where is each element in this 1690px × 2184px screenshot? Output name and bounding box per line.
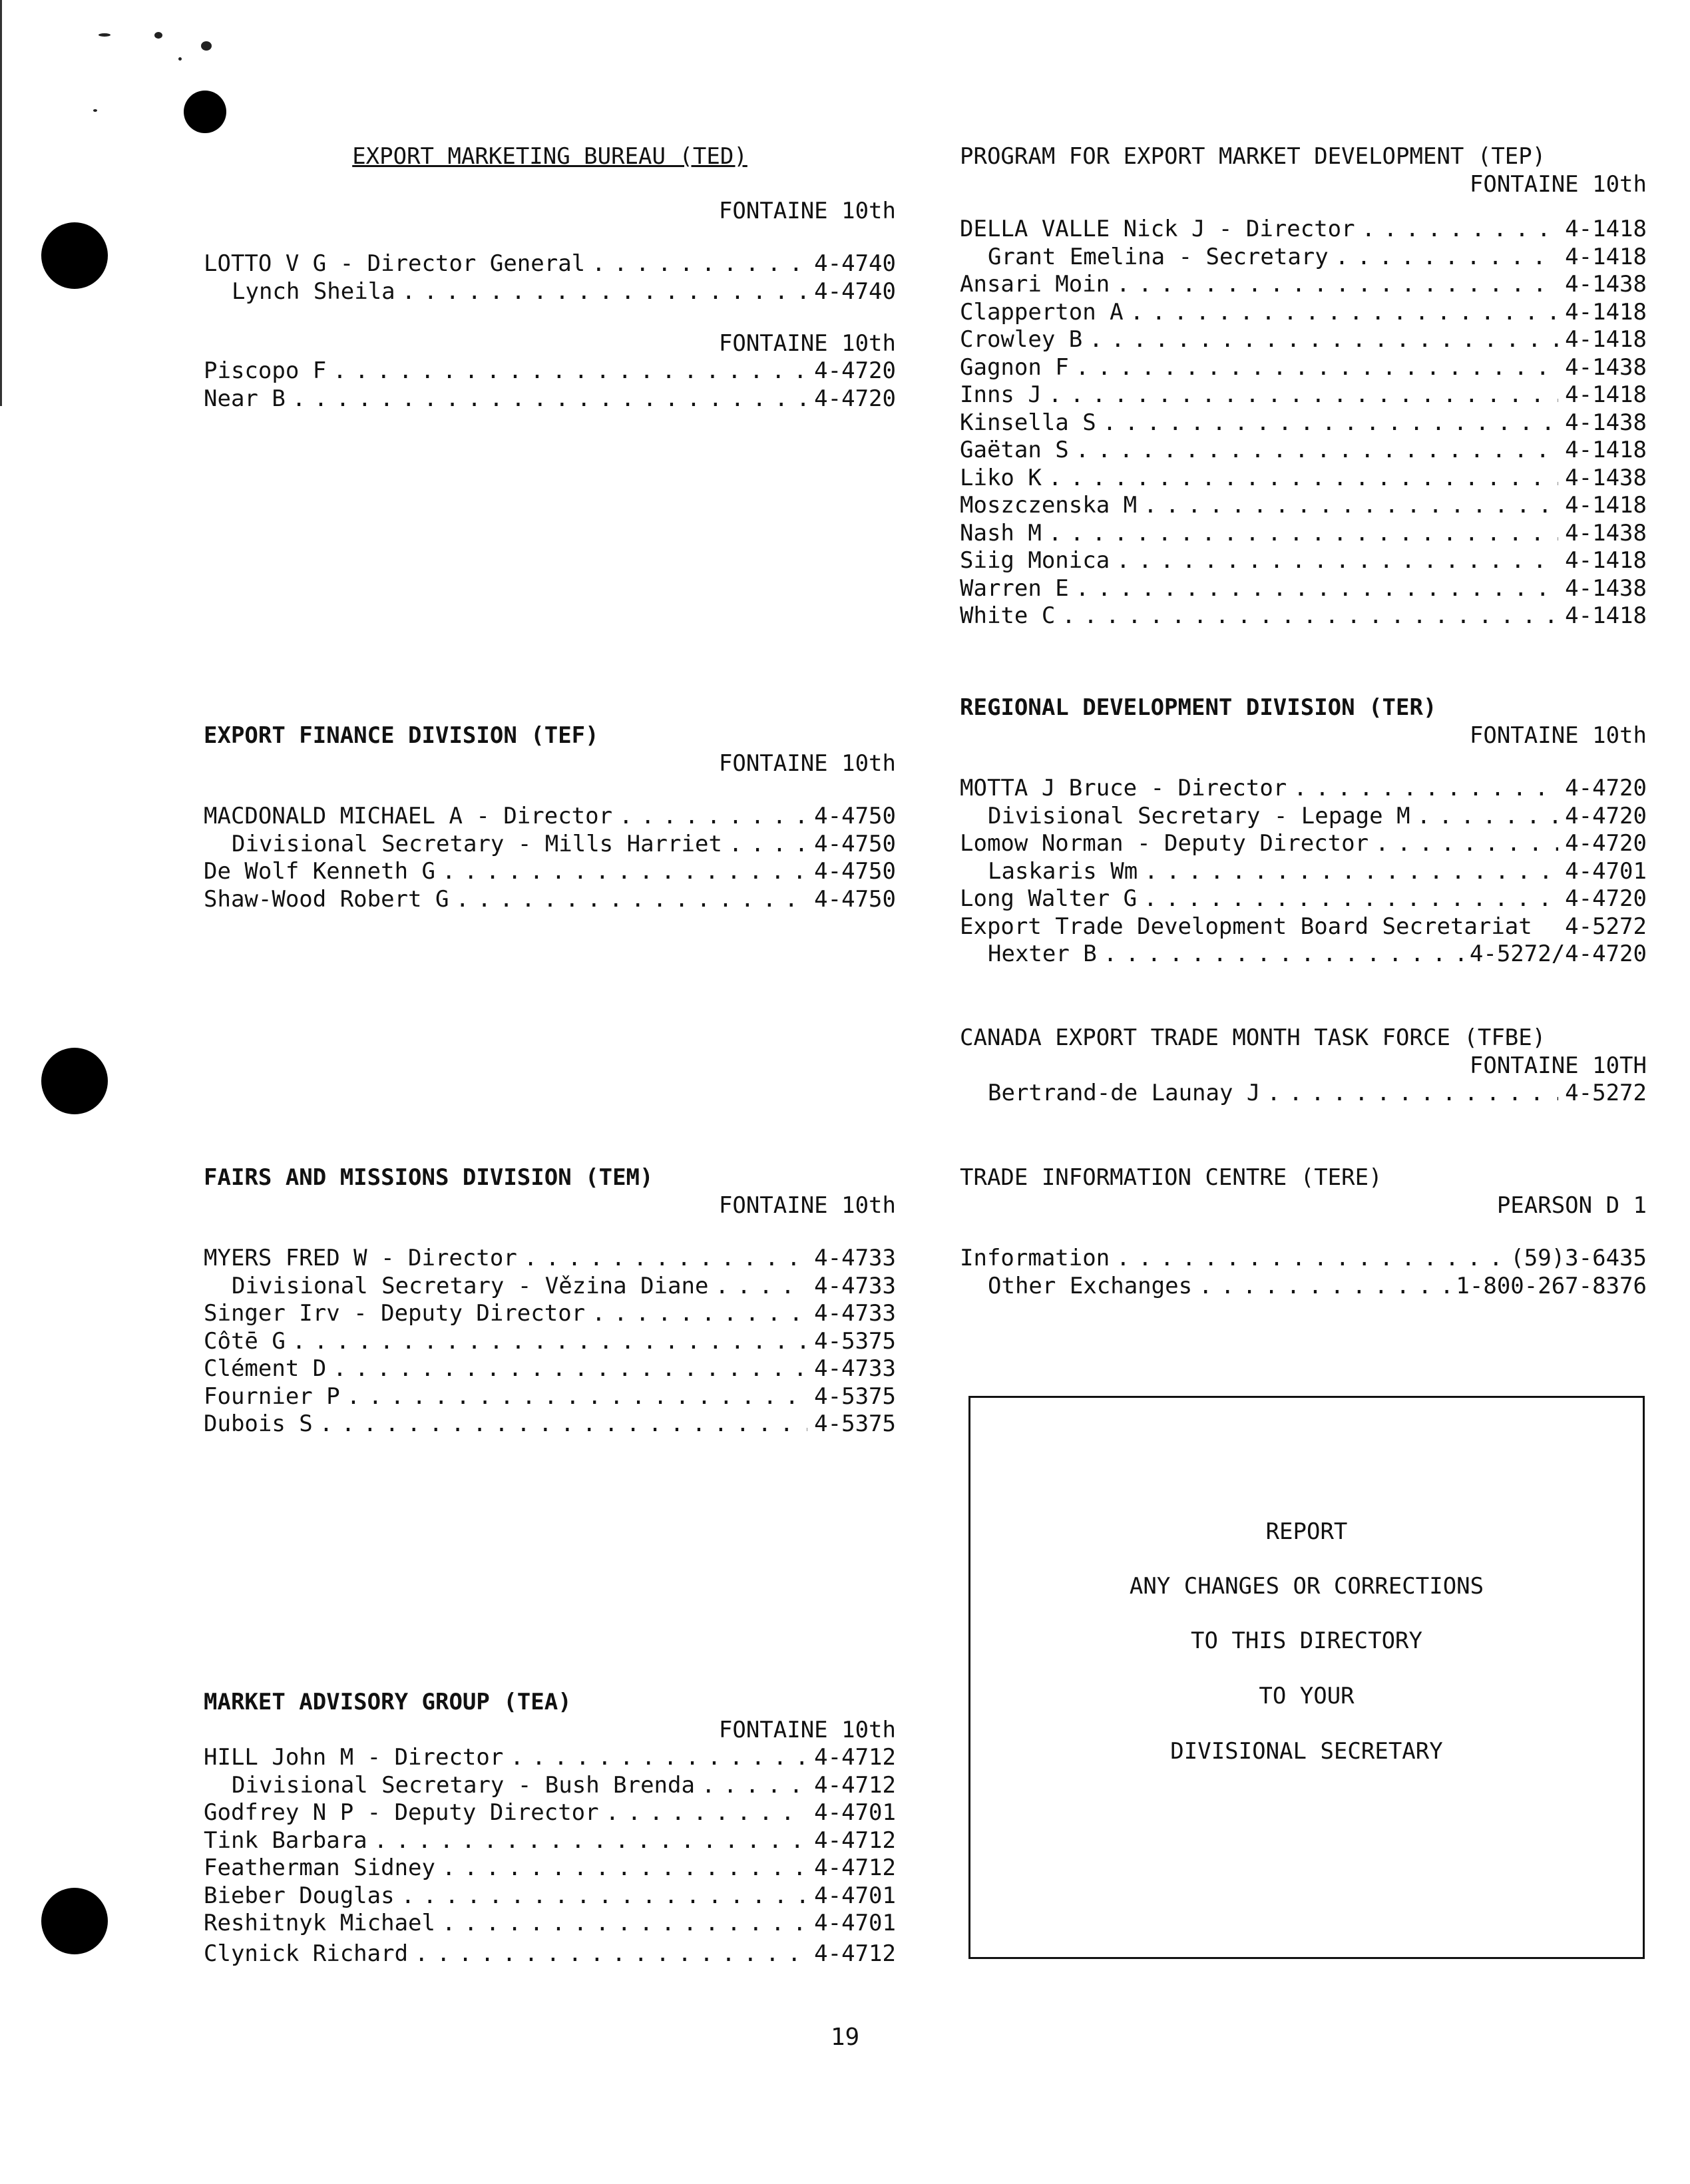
section-title: PROGRAM FOR EXPORT MARKET DEVELOPMENT (TEP): [960, 143, 1546, 170]
speck: [93, 109, 97, 112]
list-item: White C . . . 4-1418: [960, 602, 1647, 630]
location: FONTAINE 10th: [1469, 722, 1647, 749]
list-item: Export Trade Development Board Secretariat 4-5272: [960, 913, 1647, 940]
notice-line: DIVISIONAL SECRETARY: [1170, 1738, 1443, 1765]
list-item: Fournier P . . . 4-5375: [204, 1383, 896, 1411]
list-item: De Wolf Kenneth G . . . 4-4750: [204, 858, 896, 886]
list-item: Bertrand-de Launay J . . . 4-5272: [960, 1080, 1647, 1108]
section-regional-development-division: [960, 694, 1647, 969]
section-title: FAIRS AND MISSIONS DIVISION (TEM): [204, 1164, 654, 1191]
list-item: Lynch Sheila . . . 4-4740: [204, 278, 896, 306]
section-export-marketing-bureau: [204, 142, 896, 413]
list-item: Grant Emelina - Secretary . . . 4-1418: [960, 244, 1647, 272]
list-item: Côtē G . . . 4-5375: [204, 1328, 896, 1356]
notice-line: REPORT: [1265, 1518, 1348, 1545]
entry-list: [204, 1744, 896, 1968]
list-item: Clynick Richard . . . 4-4712: [204, 1940, 896, 1968]
list-item: Nash M . . . 4-1438: [960, 520, 1647, 548]
entry-list: [960, 775, 1647, 969]
list-item: Shaw-Wood Robert G . . . 4-4750: [204, 886, 896, 914]
scan-edge-line: [0, 0, 2, 406]
list-item: Divisional Secretary - Lepage M . . . 4-4720: [960, 803, 1647, 831]
list-item: MACDONALD MICHAEL A - Director . . . 4-4750: [204, 803, 896, 831]
list-item: Tink Barbara . . . 4-4712: [204, 1827, 896, 1855]
list-item: Singer Irv - Deputy Director . . . 4-4733: [204, 1300, 896, 1328]
list-item: Information . . . (59)3-6435: [960, 1245, 1647, 1273]
list-item: Divisional Secretary - Mills Harriet . . . 4-4750: [204, 831, 896, 859]
notice-line: TO THIS DIRECTORY: [1191, 1628, 1422, 1654]
list-item: LOTTO V G - Director General . . . 4-4740: [204, 250, 896, 278]
list-item: Crowley B . . . 4-1418: [960, 326, 1647, 354]
list-item: Moszczenska M . . . 4-1418: [960, 492, 1647, 520]
notice-line: TO YOUR: [1259, 1683, 1355, 1709]
speck: [99, 33, 110, 37]
location: FONTAINE 10th: [1469, 171, 1647, 198]
speck: [178, 57, 182, 61]
section-canada-export-trade-month-task-force: [960, 1024, 1647, 1108]
list-item: MYERS FRED W - Director . . . 4-4733: [204, 1245, 896, 1273]
list-item: Kinsella S . . . 4-1438: [960, 409, 1647, 437]
list-item: Gaëtan S . . . 4-1418: [960, 437, 1647, 465]
entry-list: [960, 1245, 1647, 1300]
entry-list: [204, 803, 896, 913]
list-item: Inns J . . . 4-1418: [960, 381, 1647, 409]
entry-list: [960, 1080, 1647, 1108]
section-title: EXPORT FINANCE DIVISION (TEF): [204, 722, 599, 749]
notice-box: [968, 1396, 1645, 1959]
section-market-advisory-group: [204, 1688, 896, 1968]
list-item: Liko K . . . 4-1438: [960, 465, 1647, 493]
punch-hole-3: [41, 1888, 108, 1954]
location: FONTAINE 10th: [718, 198, 896, 224]
list-item: Gagnon F . . . 4-1438: [960, 354, 1647, 382]
entry-list: [204, 250, 896, 306]
list-item: Bieber Douglas . . . 4-4701: [204, 1882, 896, 1910]
list-item: Other Exchanges . . . 1-800-267-8376: [960, 1273, 1647, 1301]
location: PEARSON D 1: [1496, 1192, 1647, 1219]
punch-hole-top-small: [184, 91, 226, 133]
location: FONTAINE 10th: [718, 330, 896, 357]
section-title: REGIONAL DEVELOPMENT DIVISION (TER): [960, 694, 1437, 721]
list-item: Siig Monica . . . 4-1418: [960, 547, 1647, 575]
section-program-for-export-market-development: [960, 142, 1647, 630]
entry-list: [204, 357, 896, 413]
section-title: EXPORT MARKETING BUREAU (TED): [352, 143, 747, 170]
location: FONTAINE 10TH: [1469, 1052, 1647, 1079]
entry-list: [960, 216, 1647, 630]
list-item: Divisional Secretary - Vězina Diane . . . 4-4733: [204, 1273, 896, 1301]
speck: [201, 41, 212, 51]
list-item: Clément D . . . 4-4733: [204, 1355, 896, 1383]
list-item: Divisional Secretary - Bush Brenda . . . 4-4712: [204, 1772, 896, 1800]
section-title: TRADE INFORMATION CENTRE (TERE): [960, 1164, 1382, 1191]
list-item: DELLA VALLE Nick J - Director . . . 4-1418: [960, 216, 1647, 244]
list-item: MOTTA J Bruce - Director . . . 4-4720: [960, 775, 1647, 803]
list-item: Ansari Moin . . . 4-1438: [960, 271, 1647, 299]
list-item: HILL John M - Director . . . 4-4712: [204, 1744, 896, 1772]
list-item: Dubois S . . . 4-5375: [204, 1411, 896, 1438]
section-title: CANADA EXPORT TRADE MONTH TASK FORCE (TFBE): [960, 1024, 1546, 1051]
section-trade-information-centre: [960, 1164, 1647, 1300]
entry-list: [204, 1245, 896, 1438]
location: FONTAINE 10th: [718, 1192, 896, 1219]
punch-hole-1: [41, 222, 108, 289]
list-item: Laskaris Wm . . . 4-4701: [960, 858, 1647, 886]
list-item: Near B . . . 4-4720: [204, 385, 896, 413]
section-export-finance-division: [204, 722, 896, 913]
speck: [154, 32, 162, 39]
punch-hole-2: [41, 1048, 108, 1114]
section-title: MARKET ADVISORY GROUP (TEA): [204, 1689, 572, 1715]
list-item: Warren E . . . 4-1438: [960, 575, 1647, 603]
list-item: Featherman Sidney . . . 4-4712: [204, 1855, 896, 1882]
list-item: Lomow Norman - Deputy Director . . . 4-4720: [960, 830, 1647, 858]
location: FONTAINE 10th: [718, 750, 896, 777]
list-item: Clapperton A . . . 4-1418: [960, 299, 1647, 327]
notice-line: ANY CHANGES OR CORRECTIONS: [1129, 1573, 1484, 1600]
list-item: Piscopo F . . . 4-4720: [204, 357, 896, 385]
section-fairs-and-missions-division: [204, 1164, 896, 1438]
list-item: Hexter B . . . 4-5272/4-4720: [960, 941, 1647, 969]
list-item: Reshitnyk Michael . . . 4-4701: [204, 1910, 896, 1938]
list-item: Godfrey N P - Deputy Director . . . 4-4701: [204, 1799, 896, 1827]
location: FONTAINE 10th: [718, 1717, 896, 1743]
page-number: 19: [830, 2024, 860, 2051]
list-item: Long Walter G . . . 4-4720: [960, 885, 1647, 913]
